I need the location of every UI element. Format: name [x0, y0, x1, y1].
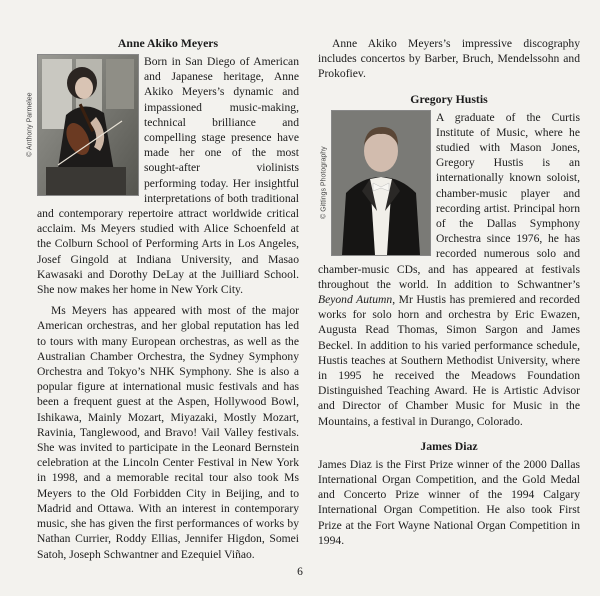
meyers-paragraph-1: Born in San Diego of American and Japanese heritage, Anne Akiko Meyers’s dynamic and impassioned music-making, technical brilliance and compelling stage presence have made her one of the most sought-after violinists performing today. Her insightful interpretations of both traditional and contemporary repertoire attract worldwide critical acclaim. Ms Meyers studied with Alice Schoenfeld at the Colburn School of Performing Arts in Los Angeles, Josef Gingold at Indiana University, and Masao Kawasaki and Dorothy DeLay at the Juilliard School. She now makes her home in New York City.: [37, 55, 299, 297]
man-in-tuxedo-portrait-icon: [331, 110, 431, 256]
meyers-paragraph-3: Anne Akiko Meyers’s impressive discography includes concertos by Barber, Bruch, Mendelssohn and Prokofiev.: [318, 37, 580, 81]
page-number: 6: [297, 566, 303, 578]
left-column: [26, 36, 299, 562]
violinist-portrait-icon: [37, 54, 139, 196]
beyond-autumn-title: Beyond Autumn: [318, 293, 393, 307]
hustis-photo-block: [320, 110, 431, 256]
hustis-photo-credit: © Gittings Photography: [320, 146, 328, 219]
hustis-heading: Gregory Hustis: [410, 91, 488, 106]
right-column: [318, 36, 580, 548]
meyers-paragraph-2: Ms Meyers has appeared with most of the major American orchestras, and her global reputation has led to tours with many European orchestras, as well as the Australian Chamber Orchestra, the Sydney Symphony Orchestra and Tokyo’s NHK Symphony. She is also a popular figure at international music festivals and has been a frequent guest at the Aspen, Hollywood Bowl, Ishikawa, Mainly Mozart, Miyazaki, Mostly Mozart, Ravinia, Tanglewood, and Bravo! Vail Valley festivals. She was invited to participate in the Leonard Bernstein celebration at the Lincoln Center Festival in New York in 1998, and a memorable recital tour also took Ms Meyers to the Old Forbidden City in Beijing, and to Madrid and Ottawa. With an interest in contemporary music, she has given the first performances of works by Nathan Currier, Roddy Ellias, Jennifer Higdon, Somei Satoh, Joseph Schwantner and Ezequiel Viñao.: [37, 304, 299, 561]
hustis-paragraph-1: A graduate of the Curtis Institute of Music, where he studied with Mason Jones, Gregory Hustis is an internationally known soloist, chamber-music player and recording artist. Principal horn of the Dallas Symphony Orchestra since 1976, he has recorded numerous solo and chamber-music CDs, and has appeared at festivals throughout the world. In addition to Schwantner’s Beyond Autumn, Mr Hustis has premiered and recorded works for solo horn and orchestra by Eric Ewazen, Augusta Read Thomas, Simon Sargon and James Beckel. In addition to his varied performance schedule, Hustis teaches at Southern Methodist University, where in 1995 he received the Meadows Foundation Distinguished Teaching Award. He is Artistic Advisor and Director of Chamber Music for Music in the Mountains, a festival in Durango, Colorado.: [318, 110, 580, 428]
meyers-photo-credit: © Anthony Parmelee: [26, 92, 34, 158]
diaz-paragraph-1: James Diaz is the First Prize winner of the 2000 Dallas International Organ Competition, and the Gold Medal and Concerto Prize winner of the 1994 Calgary International Organ Competition. He also took First Prize at the Fort Wayne National Organ Competition in 1994.: [318, 457, 580, 547]
meyers-heading: Anne Akiko Meyers: [117, 36, 219, 50]
diaz-heading: James Diaz: [420, 438, 478, 453]
meyers-photo-block: [26, 54, 139, 196]
